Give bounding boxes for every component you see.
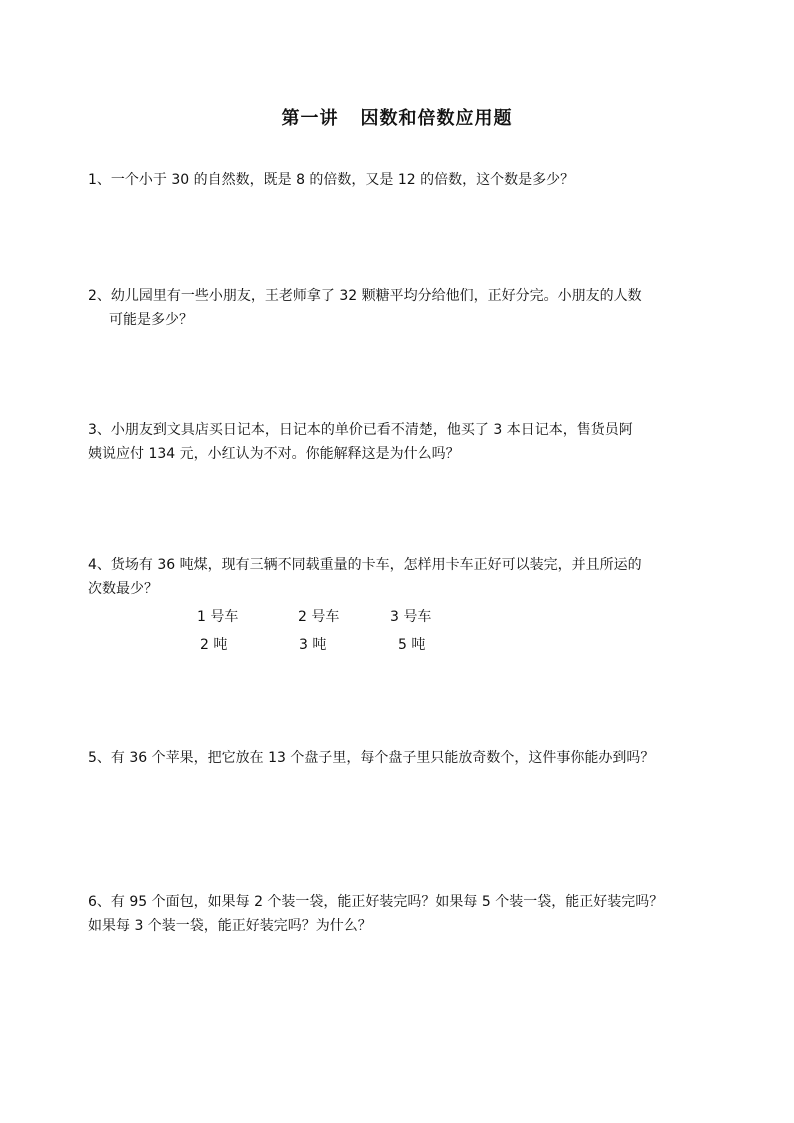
title-lecture: 第一讲	[281, 108, 339, 129]
question-6-line-1: 6、有 95 个面包，如果每 2 个装一袋，能正好装完吗？如果每 5 个装一袋，能正好装完吗？	[88, 894, 664, 910]
question-5	[88, 746, 713, 770]
question-3-line-1: 3、小朋友到文具店买日记本，日记本的单价已看不清楚，他买了 3 本日记本，售货员阿	[88, 422, 633, 438]
page-title	[0, 107, 794, 131]
question-4	[88, 553, 713, 601]
truck-2-load: 3 吨	[299, 637, 327, 653]
title-topic: 因数和倍数应用题	[360, 108, 513, 129]
question-2-line-2: 可能是多少？	[109, 312, 193, 328]
question-5-line-1: 5、有 36 个苹果，把它放在 13 个盘子里，每个盘子里只能放奇数个，这件事你能办到吗？	[88, 750, 655, 766]
question-3	[88, 418, 713, 466]
question-1-line-1: 1、一个小于 30 的自然数，既是 8 的倍数，又是 12 的倍数，这个数是多少？	[88, 172, 575, 188]
question-3-line-2: 姨说应付 134 元，小红认为不对。你能解释这是为什么吗？	[88, 446, 460, 462]
question-2-line-1: 2、幼儿园里有一些小朋友，王老师拿了 32 颗糖平均分给他们，正好分完。小朋友的人数	[88, 288, 642, 304]
question-4-line-2: 次数最少？	[88, 581, 158, 597]
truck-1-load: 2 吨	[200, 637, 228, 653]
truck-3-name: 3 号车	[390, 609, 432, 625]
truck-1-name: 1 号车	[197, 609, 239, 625]
question-2	[88, 284, 713, 332]
question-1	[88, 168, 713, 192]
question-6	[88, 890, 713, 938]
truck-3-load: 5 吨	[398, 637, 426, 653]
question-4-line-1: 4、货场有 36 吨煤，现有三辆不同载重量的卡车，怎样用卡车正好可以装完，并且所运的	[88, 557, 642, 573]
question-6-line-2: 如果每 3 个装一袋，能正好装完吗？为什么？	[88, 918, 372, 934]
truck-2-name: 2 号车	[298, 609, 340, 625]
